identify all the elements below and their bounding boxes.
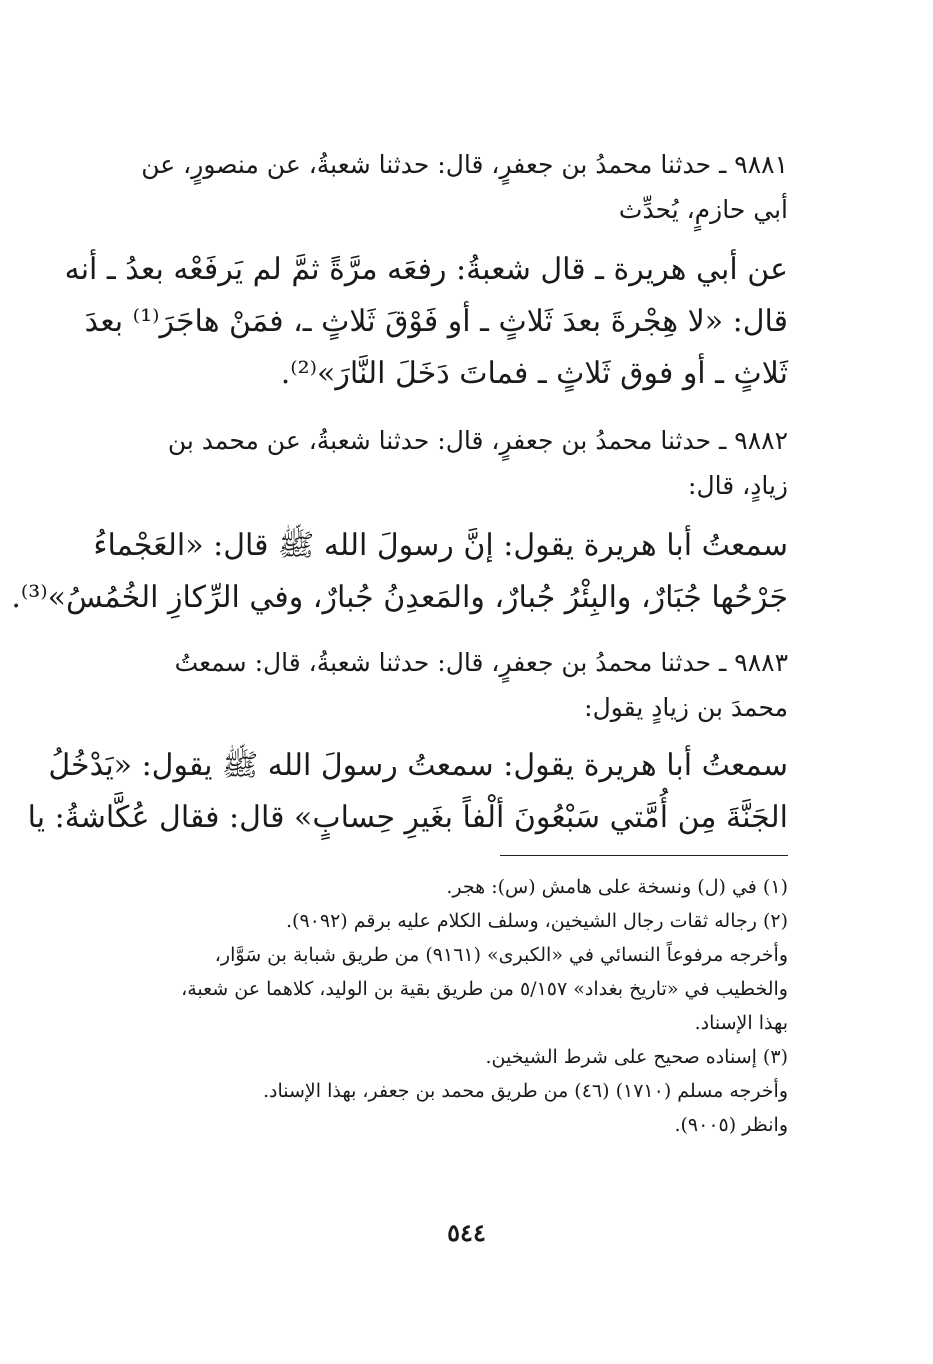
footnote-line: والخطيب في «تاريخ بغداد» ٥/١٥٧ من طريق بقية بن الوليد، كلاهما عن شعبة، [181, 978, 788, 1000]
text-line: ثَلاثٍ ـ أو فوق ثَلاثٍ ـ فماتَ دَخَلَ النَّارَ»⁽²⁾. [280, 356, 788, 391]
text-line: سمعتُ أبا هريرة يقول: سمعتُ رسولَ الله ﷺ يقول: «يَدْخُلُ [48, 748, 788, 783]
footnote-line: وأخرجه مرفوعاً النسائي في «الكبرى» (٩١٦١) من طريق شبابة بن سَوَّار، [214, 944, 788, 966]
text-line: الجَنَّةَ مِن أُمَّتي سَبْعُونَ ألْفاً بغَيرِ حِسابٍ» قال: فقال عُكَّاشةُ: يا [27, 800, 788, 835]
footnotes [80, 870, 788, 1142]
footnote-line: (٣) إسناده صحيح على شرط الشيخين. [485, 1046, 788, 1068]
hadith-9881-isnad [80, 142, 788, 232]
text-line: ٩٨٨٣ ـ حدثنا محمدُ بن جعفرٍ، قال: حدثنا شعبةُ، قال: سمعتُ [174, 648, 788, 677]
text-line: أبي حازمٍ، يُحدِّث [618, 195, 788, 224]
hadith-9881-matn [64, 244, 788, 400]
hadith-9882-matn [11, 520, 788, 624]
text-line: عن أبي هريرة ـ قال شعبةُ: رفعَه مرَّةً ثمَّ لم يَرفَعْه بعدُ ـ أنه [64, 252, 788, 287]
text-line: ٩٨٨١ ـ حدثنا محمدُ بن جعفرٍ، قال: حدثنا شعبةُ، عن منصورٍ، عن [141, 150, 788, 179]
footnote-line: وانظر (٩٠٠٥). [674, 1114, 788, 1136]
footnote-separator [500, 855, 788, 856]
hadith-9882-isnad [80, 418, 788, 508]
footnote-line: (١) في (ل) ونسخة على هامش (س): هجر. [446, 876, 788, 898]
hadith-9883-matn [27, 740, 788, 844]
text-line: ٩٨٨٢ ـ حدثنا محمدُ بن جعفرٍ، قال: حدثنا شعبةُ، عن محمد بن [167, 426, 788, 455]
text-line: محمدَ بن زيادٍ يقول: [584, 693, 788, 722]
text-line: جَرْحُها جُبَارٌ، والبِئْرُ جُبارٌ، والمَعدِنُ جُبارٌ، وفي الرِّكازِ الخُمُسُ»⁽³⁾. [11, 580, 788, 615]
text-line: سمعتُ أبا هريرة يقول: إنَّ رسولَ الله ﷺ قال: «العَجْماءُ [93, 528, 788, 563]
page-number: ٥٤٤ [447, 1218, 486, 1247]
footnote-line: (٢) رجاله ثقات رجال الشيخين، وسلف الكلام عليه برقم (٩٠٩٢). [286, 910, 788, 932]
text-line: قال: «لا هِجْرةَ بعدَ ثَلاثٍ ـ أو فَوْقَ ثَلاثٍ ـ، فمَنْ هاجَرَ⁽¹⁾ بعدَ [84, 304, 788, 339]
hadith-9883-isnad [80, 640, 788, 730]
footnote-line: وأخرجه مسلم (١٧١٠) (٤٦) من طريق محمد بن جعفر، بهذا الإسناد. [262, 1080, 788, 1102]
footnote-line: بهذا الإسناد. [694, 1012, 788, 1034]
text-line: زيادٍ، قال: [688, 471, 788, 500]
